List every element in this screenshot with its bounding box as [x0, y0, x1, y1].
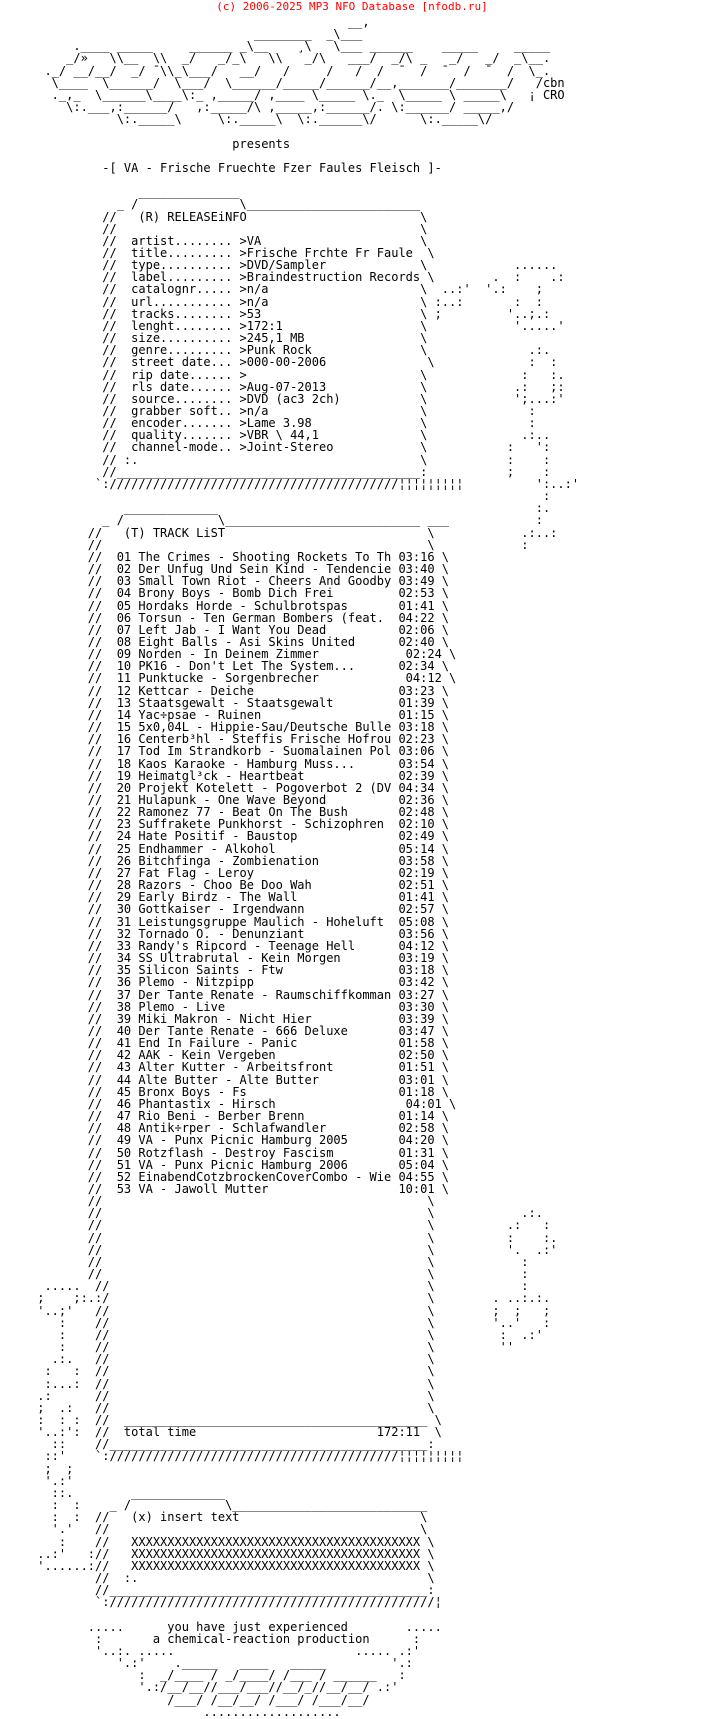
site-credit-header: (c) 2006-2025 MP3 NFO Database [nfodb.ru] — [216, 0, 488, 13]
nfo-ascii-art-text: __, ________ _\___ .____ _____ ______ _\__ ¸\ \___ ______ _____ _____ _/» \\__ \\ _/ _/_\ \\ _/\ ___/ _/\ _ _/ _/ _\__. ._/ __/__/ _/ ¯\\_\___/ __/ / / / / ¯ / ¯ / ¯ / \_. \____ \______/ \___/ \______/_____/______/__,_______/_______/ /cbn ._,_ \______\____\:_ ,_____/ ,____ \_____ \._ \_____ \ _____\ ¡ CRO \:.___,:______/ ,:_____/\ ,_____,:______/. \:______/ _____,/ \:._____\ \:._____\ \:.______\/ \:._____\/ presents -[ VA - Frische Fruechte Fzer Faules Fleisch ]- ______________ _ / \________________________ // (R) RELEASEiNFO \ // \ // artist........ >VA \ // title......... >Frische Frchte Fr Faule \ // type.......... >DVD/Sampler \ ...... // label......... >Braindestruction Records \ . : .: // catalognr..... >n/a \ ..:' '.: ; // url........... >n/a \ :..: : : // tracks........ >53 \ ; '..;.: // lenght........ >172:1 \ '.....' // size.......... >245,1 MB \ // genre......... >Punk Rock \ .:. // street date... >000-00-2006 \ : : // rip date...... > \ : :. // rls date...... >Aug-07-2013 \ .: ;: // source........ >DVD (ac3 2ch) \ ';...:' // grabber soft.. >n/a \ : // encoder....... >Lame 3.98 \ : // quality....... >VBR \ 44,1 \ .:.. // channel-mode.. >Joint-Stereo \ : ': // :. \ : : //__________________________________________: ; : `:////////////////////////////////////////¦¦¦¦¦¦¦¦¦ ':..:' : _____________ :. _ / \___________________________ ___ : // (T) TRACK LiST \ .:..: // \ : // 01 The Crimes - Shooting Rockets To Th 03:16 \ // 02 Der Unfug Und Sein Kind - Tendencie 03:40 \ // 03 Small Town Riot - Cheers And Goodby 03:49 \ // 04 Brony Boys - Bomb Dich Frei 02:53 \ // 05 Hordaks Horde - Schulbrotspas 01:41 \ // 06 Torsun - Ten German Bombers (feat. 04:22 \ // 07 Left Jab - I Want You Dead 02:06 \ // 08 Eight Balls - Asi Skins United 02:40 \ // 09 Norden - In Deinem Zimmer 02:24 \ // 10 PK16 - Don't Let The System... 02:34 \ // 11 Punktucke - Sorgenbrecher 04:12 \ // 12 Kettcar - Deiche 03:23 \ // 13 Staatsgewalt - Staatsgewalt 01:39 \ // 14 Yac÷psae - Ruinen 01:15 \ // 15 5x0,04L - Hippie-Sau/Deutsche Bulle 03:18 \ // 16 Centerb³hl - Steffis Frische Hofrou 02:23 \ // 17 Tod Im Strandkorb - Suomalainen Pol 03:06 \ // 18 Kaos Karaoke - Hamburg Muss... 03:54 \ // 19 Heimatgl³ck - Heartbeat 02:39 \ // 20 Projekt Kotelett - Pogoverbot 2 (DV 04:34 \ // 21 Hulapunk - One Wave Beyond 02:36 \ // 22 Ramonez 77 - Beat On The Bush 02:48 \ // 23 Suffrakete Punkhorst - Schizophren 02:10 \ // 24 Hate Positif - Baustop 02:49 \ // 25 Endhammer - Alkohol 05:14 \ // 26 Bitchfinga - Zombienation 03:58 \ // 27 Fat Flag - Leroy 02:19 \ // 28 Razors - Choo Be Doo Wah 02:51 \ // 29 Early Birdz - The Wall 01:41 \ // 30 Gottkaiser - Irgendwann 02:57 \ // 31 Leistungsgruppe Maulich - Hoheluft 05:08 \ // 32 Tornado O. - Denunziant 03:56 \ // 33 Randy's Ripcord - Teenage Hell 04:12 \ // 34 SS Ultrabrutal - Kein Morgen 03:19 \ // 35 Silicon Saints - Ftw 03:18 \ // 36 Plemo - Nitzpipp 03:42 \ // 37 Der Tante Renate - Raumschiffkomman 03:27 \ // 38 Plemo - Live 03:30 \ // 39 Miki Makron - Nicht Hier 03:39 \ // 40 Der Tante Renate - 666 Deluxe 03:47 \ // 41 End In Failure - Panic 01:58 \ // 42 AAK - Kein Vergeben 02:50 \ // 43 Alter Kutter - Arbeitsfront 01:51 \ // 44 Alte Butter - Alte Butter 03:01 \ // 45 Bronx Boys - Fs 01:18 \ // 46 Phantastix - Hirsch 04:01 \ // 47 Rio Beni - Berber Brenn 01:14 \ // 48 Antik÷rper - Schlafwandler 02:58 \ // 49 VA - Punx Picnic Hamburg 2005 04:20 \ // 50 Rotzflash - Destroy Fascism 01:31 \ // 51 VA - Punx Picnic Hamburg 2006 05:04 \ // 52 EinabendCotzbrockenCoverCombo - Wie 04:55 \ // 53 VA - Jawoll Mutter 10:01 \ // \ // \ .:. // \ .: : // \ : :. // \ '. .:' // \ : // \ : ..... // \ : ; ;:.:/ \ . ..:.:. '..;' // \ ; ; ; : // \ '..' : : // \ : .:' : // \ '' .:. // \ : : // \ :...: // \ .: // \ ; .: // \ : : : // __________________________________________ \ '..:': // total time 172:11 \ :: //____________________________________________: ::' `:////////////////////////////////////////¦¦¦¦¦¦¦¦¦ ; ; '.:' ::. _____________ : : _ / \___________________________ : : // (x) insert text \ '.' // \ : // XXXXXXXXXXXXXXXXXXXXXXXXXXXXXXXXXXXXXXXX \ ..:' :// XXXXXXXXXXXXXXXXXXXXXXXXXXXXXXXXXXXXXXXX \ '......:// XXXXXXXXXXXXXXXXXXXXXXXXXXXXXXXXXXXXXXXX \ // :. \ //____________________________________________: `://///////////////////////////////////////////¦ ..... you have just experienced ..... : a chemical-reaction production : '..:. ..... ..... .:' '.:' ._____ ____ _____ '.: : _/____ / _/____/ /___ / ______ : '.:/__/__//___/___//__/_//__/__/ .:' /___/ /__/__/ /___/ /___/__/ ................... — [37, 15, 580, 1719]
